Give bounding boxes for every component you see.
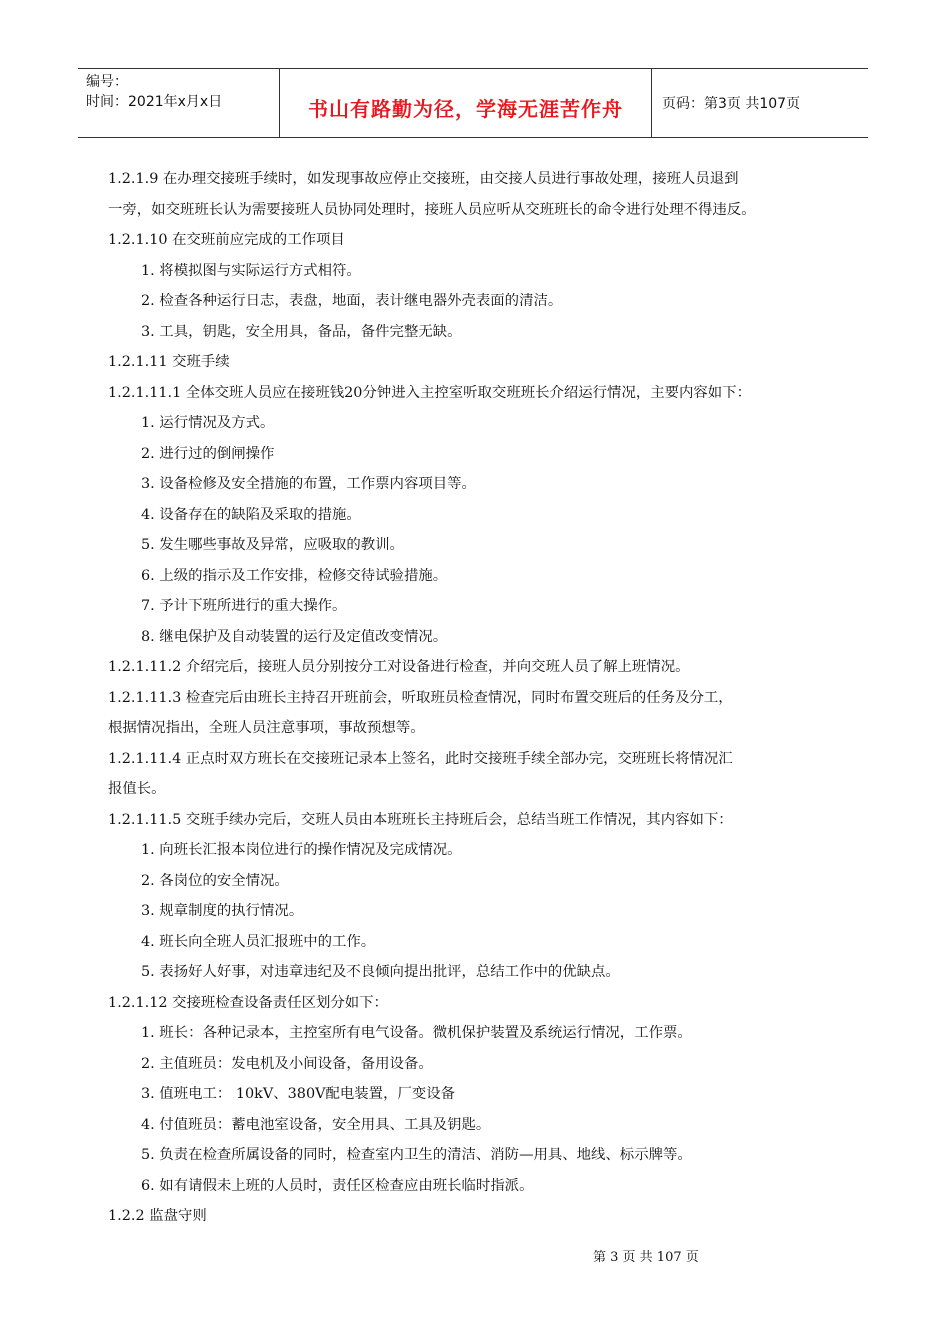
list-item: 3. 设备检修及安全措施的布置，工作票内容项目等。 [141, 476, 476, 492]
header-page-cell [652, 69, 868, 137]
list-item: 2. 检查各种运行日志，表盘，地面，表计继电器外壳表面的清洁。 [141, 293, 563, 309]
list-item: 2. 主值班员：发电机及小间设备，备用设备。 [141, 1055, 433, 1072]
list-item: 5. 负责在检查所属设备的同时，检查室内卫生的清洁、消防—用具、地线、标示牌等。 [141, 1147, 692, 1163]
paragraph-line: 根据情况指出，全班人员注意事项，事故预想等。 [108, 720, 425, 736]
paragraph-line: 1.2.1.11.2 介绍完后，接班人员分别按分工对设备进行检查，并向交班人员了解上班情况。 [108, 659, 690, 675]
document-number-label: 编号： [86, 74, 128, 90]
document-time-label: 时间：2021年x月x日 [86, 94, 223, 110]
paragraph-line: 1.2.1.10 在交班前应完成的工作项目 [108, 232, 345, 248]
list-item: 7. 予计下班所进行的重大操作。 [141, 598, 347, 614]
paragraph-line: 1.2.2 监盘守则 [108, 1208, 207, 1224]
list-item: 4. 设备存在的缺陷及采取的措施。 [141, 506, 361, 523]
list-item: 6. 上级的指示及工作安排，检修交待试验措施。 [141, 567, 448, 584]
list-item: 2. 进行过的倒闸操作 [141, 445, 275, 462]
paragraph-line: 一旁，如交班班长认为需要接班人员协同处理时，接班人员应听从交班班长的命令进行处理不得违反。 [108, 201, 756, 218]
paragraph-line: 1.2.1.11.1 全体交班人员应在接班钱20分钟进入主控室听取交班班长介绍运行情况，主要内容如下： [108, 384, 751, 401]
header-motto-cell [280, 69, 652, 137]
paragraph-line: 1.2.1.11 交班手续 [108, 354, 230, 370]
paragraph-line: 报值长。 [108, 781, 166, 797]
list-item: 5. 表扬好人好事，对违章违纪及不良倾向提出批评，总结工作中的优缺点。 [141, 964, 620, 980]
header-motto: 书山有路勤为径，学海无涯苦作舟 [308, 96, 623, 121]
page-header [78, 68, 868, 138]
list-item: 6. 如有请假未上班的人员时，责任区检查应由班长临时指派。 [141, 1177, 534, 1194]
list-item: 1. 运行情况及方式。 [141, 415, 275, 431]
footer-page-number: 第 3 页 共 107 页 [593, 1250, 699, 1265]
list-item: 8. 继电保护及自动装置的运行及定值改变情况。 [141, 628, 448, 645]
paragraph-line: 1.2.1.11.5 交班手续办完后，交班人员由本班班长主持班后会，总结当班工作情况，其内容如下： [108, 811, 733, 828]
paragraph-line: 1.2.1.12 交接班检查设备责任区划分如下： [108, 994, 388, 1011]
list-item: 4. 付值班员：蓄电池室设备，安全用具、工具及钥匙。 [141, 1116, 491, 1133]
paragraph-line: 1.2.1.11.4 正点时双方班长在交接班记录本上签名，此时交接班手续全部办完，交班班长将情况汇 [108, 750, 733, 767]
header-page-label: 页码：第3页 共107页 [662, 96, 801, 112]
list-item: 5. 发生哪些事故及异常，应吸取的教训。 [141, 537, 404, 553]
page-footer [593, 1246, 699, 1265]
list-item: 3. 值班电工： 10kV、380V配电装置，厂变设备 [141, 1086, 456, 1102]
list-item: 3. 工具，钥匙，安全用具，备品，备件完整无缺。 [141, 323, 462, 340]
list-item: 1. 将模拟图与实际运行方式相符。 [141, 262, 361, 279]
header-meta-cell [78, 69, 280, 137]
list-item: 4. 班长向全班人员汇报班中的工作。 [141, 933, 376, 950]
list-item: 1. 向班长汇报本岗位进行的操作情况及完成情况。 [141, 842, 462, 858]
document-body [108, 166, 848, 1234]
list-item: 1. 班长：各种记录本，主控室所有电气设备。微机保护装置及系统运行情况，工作票。 [141, 1025, 692, 1041]
list-item: 2. 各岗位的安全情况。 [141, 872, 289, 889]
paragraph-line: 1.2.1.11.3 检查完后由班长主持召开班前会，听取班员检查情况，同时布置交班后的任务及分工， [108, 689, 733, 706]
list-item: 3. 规章制度的执行情况。 [141, 903, 304, 919]
paragraph-line: 1.2.1.9 在办理交接班手续时，如发现事故应停止交接班，由交接人员进行事故处理，接班人员退到 [108, 171, 739, 187]
